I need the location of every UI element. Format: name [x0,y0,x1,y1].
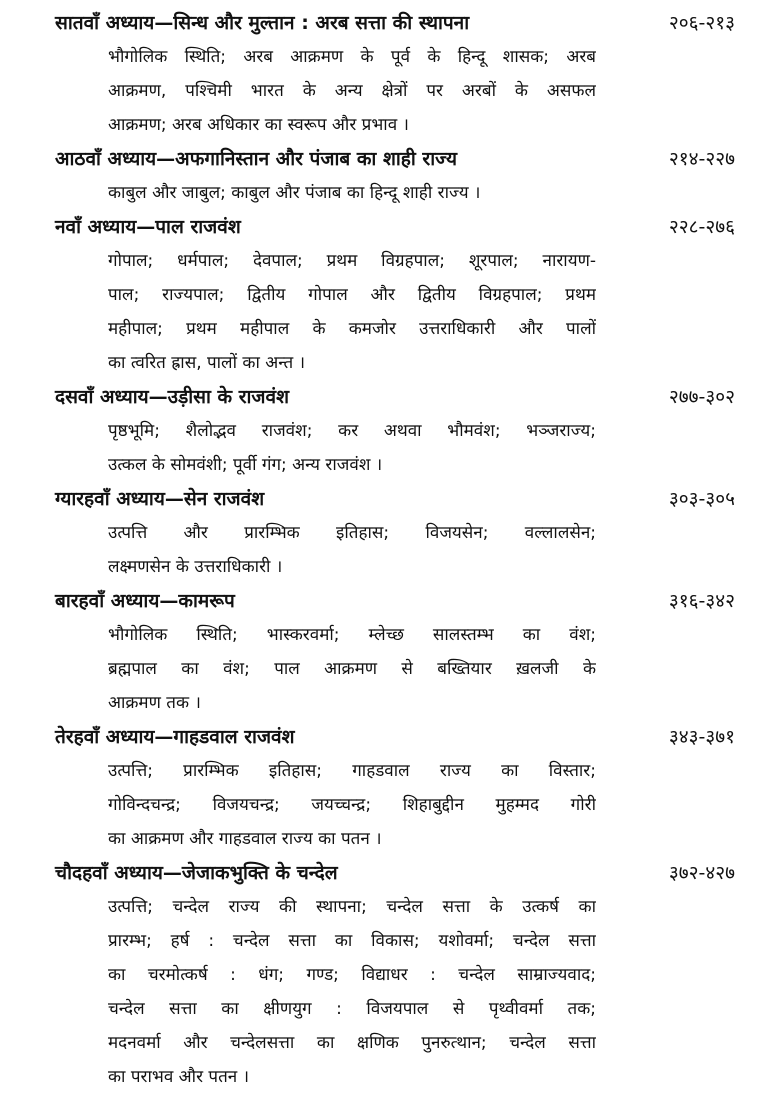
page-range: ३०३-३०५ [668,488,735,510]
table-of-contents [55,6,735,1094]
chapter-topics-line: उत्पत्ति; चन्देल राज्य की स्थापना; चन्देल सत्ता के उत्कर्ष का [108,897,596,917]
chapter-topics-line: भौगोलिक स्थिति; अरब आक्रमण के पूर्व के हिन्दू शासक; अरब [108,47,596,67]
chapter-topics-line: उत्कल के सोमवंशी; पूर्वी गंग; अन्य राजवंश । [108,455,383,475]
chapter-topics-line: महीपाल; प्रथम महीपाल के कमजोर उत्तराधिकारी और पालों [108,319,596,339]
page-range: ३१६-३४२ [668,590,735,612]
chapter-topics-line: भौगोलिक स्थिति; भास्करवर्मा; म्लेच्छ सालस्तम्भ का वंश; [108,625,596,645]
chapter-topics-line: चन्देल सत्ता का क्षीणयुग : विजयपाल से पृथ्वीवर्मा तक; [108,999,596,1019]
toc-entry [55,6,735,142]
chapter-topics-line: का पराभव और पतन । [108,1067,250,1087]
toc-entry [55,380,735,482]
chapter-title: ग्यारहवाँ अध्याय—सेन राजवंश [55,488,265,510]
chapter-topics-line: आक्रमण, पश्चिमी भारत के अन्य क्षेत्रों पर अरबों के असफल [108,81,596,101]
chapter-title: तेरहवाँ अध्याय—गाहडवाल राजवंश [55,726,295,748]
chapter-topics-line: गोविन्दचन्द्र; विजयचन्द्र; जयच्चन्द्र; शिहाबुद्दीन मुहम्मद गोरी [108,795,596,815]
page-range: २७७-३०२ [668,386,735,408]
chapter-topics-line: आक्रमण तक । [108,693,201,713]
chapter-topics-line: उत्पत्ति और प्रारम्भिक इतिहास; विजयसेन; वल्लालसेन; [108,523,596,543]
toc-entry [55,482,735,584]
page-range: ३७२-४२७ [668,862,735,884]
page-range: २०६-२१३ [668,12,735,34]
chapter-title: सातवाँ अध्याय—सिन्ध और मुल्तान : अरब सत्ता की स्थापना [55,12,470,34]
chapter-topics-line: मदनवर्मा और चन्देलसत्ता का क्षणिक पुनरुत्थान; चन्देल सत्ता [108,1033,596,1053]
toc-entry [55,584,735,720]
chapter-topics-line: गोपाल; धर्मपाल; देवपाल; प्रथम विग्रहपाल; शूरपाल; नारायण- [108,251,596,271]
toc-entry [55,210,735,380]
chapter-topics-line: आक्रमण; अरब अधिकार का स्वरूप और प्रभाव । [108,115,410,135]
chapter-title: नवाँ अध्याय—पाल राजवंश [55,216,241,238]
chapter-topics-line: ब्रह्मपाल का वंश; पाल आक्रमण से बख्तियार ख़लजी के [108,659,596,679]
page-range: २२८-२७६ [668,216,735,238]
chapter-topics-line: पाल; राज्यपाल; द्वितीय गोपाल और द्वितीय विग्रहपाल; प्रथम [108,285,596,305]
chapter-topics-line: प्रारम्भ; हर्ष : चन्देल सत्ता का विकास; यशोवर्मा; चन्देल सत्ता [108,931,596,951]
chapter-topics-line: लक्ष्मणसेन के उत्तराधिकारी । [108,557,283,577]
chapter-topics-line: का चरमोत्कर्ष : धंग; गण्ड; विद्याधर : चन्देल साम्राज्यवाद; [108,965,596,985]
chapter-topics-line: का आक्रमण और गाहडवाल राज्य का पतन । [108,829,382,849]
page-range: २१४-२२७ [668,148,735,170]
chapter-topics-line: काबुल और जाबुल; काबुल और पंजाब का हिन्दू शाही राज्य । [108,183,481,203]
chapter-title: चौदहवाँ अध्याय—जेजाकभुक्ति के चन्देल [55,862,338,884]
chapter-topics-line: पृष्ठभूमि; शैलोद्भव राजवंश; कर अथवा भौमवंश; भञ्जराज्य; [108,421,596,441]
chapter-topics-line: उत्पत्ति; प्रारम्भिक इतिहास; गाहडवाल राज्य का विस्तार; [108,761,596,781]
toc-entry [55,142,735,210]
chapter-title: आठवाँ अध्याय—अफगानिस्तान और पंजाब का शाही राज्य [55,148,458,170]
chapter-topics-line: का त्वरित ह्रास, पालों का अन्त । [108,353,306,373]
page-range: ३४३-३७१ [668,726,735,748]
chapter-title: बारहवाँ अध्याय—कामरूप [55,590,235,612]
toc-entry [55,720,735,856]
toc-entry [55,856,735,1094]
chapter-title: दसवाँ अध्याय—उड़ीसा के राजवंश [55,386,290,408]
